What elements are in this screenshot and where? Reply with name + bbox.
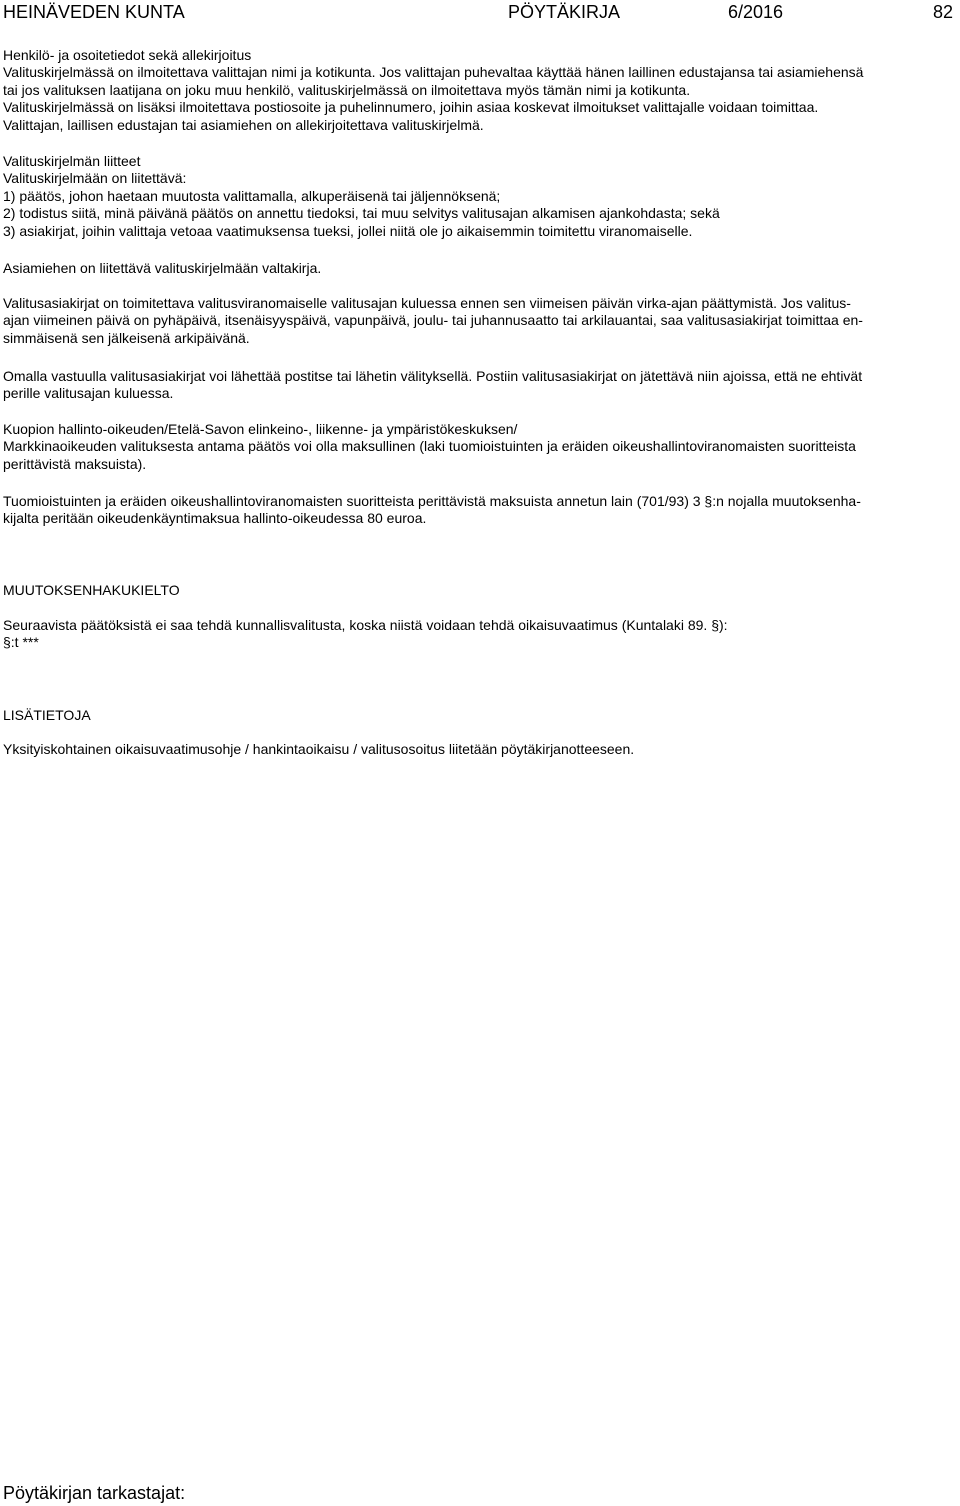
paragraph-personal-info bbox=[3, 47, 958, 134]
paragraph-court-fees bbox=[3, 421, 958, 473]
paragraph-line: Kuopion hallinto-oikeuden/Etelä-Savon elinkeino-, liikenne- ja ympäristökeskuksen/ bbox=[3, 421, 518, 437]
paragraph-power-of-attorney bbox=[3, 260, 958, 277]
paragraph-line: Valituskirjelmässä on ilmoitettava valittajan nimi ja kotikunta. Jos valittajan puhevaltaa käyttää hänen laillinen edustajansa tai asiamiehensä bbox=[3, 64, 864, 81]
paragraph-line: perille valitusajan kuluessa. bbox=[3, 385, 174, 402]
paragraph-line: Yksityiskohtainen oikaisuvaatimusohje / hankintaoikaisu / valitusosoitus liitetään pöytäkirjanotteeseen. bbox=[3, 741, 635, 757]
paragraph-line: Markkinaoikeuden valituksesta antama päätös voi olla maksullinen (laki tuomioistuinten ja eräiden oikeushallintoviranomaisten suoritteista bbox=[3, 438, 856, 455]
paragraph-line: tai jos valituksen laatijana on joku muu henkilö, valituskirjelmässä on ilmoitettava myös tämän nimi ja kotikunta. bbox=[3, 81, 691, 98]
paragraph-line: Seuraavista päätöksistä ei saa tehdä kunnallisvalitusta, koska niistä voidaan tehdä oikaisuvaatimus (Kuntalaki 89. §): bbox=[3, 617, 728, 633]
paragraph-delivery-deadline bbox=[3, 295, 958, 347]
paragraph-line: 2) todistus siitä, minä päivänä päätös on annettu tiedoksi, tai muu selvitys valitusajan alkamisen ajankohdasta; sekä bbox=[3, 205, 720, 222]
paragraph-fee-legal-basis bbox=[3, 493, 958, 528]
paragraph-line: Valitusasiakirjat on toimitettava valitusviranomaiselle valitusajan kuluessa ennen sen viimeisen päivän virka-ajan päättymistä. Jos valitus- bbox=[3, 295, 851, 311]
paragraph-line: Henkilö- ja osoitetiedot sekä allekirjoitus bbox=[3, 47, 252, 63]
paragraph-line: 1) päätös, johon haetaan muutosta valittamalla, alkuperäisenä tai jäljennöksenä; bbox=[3, 187, 501, 204]
issue-number: 6/2016 bbox=[728, 2, 784, 22]
paragraph-line: Tuomioistuinten ja eräiden oikeushallintoviranomaisten suoritteista perittävistä maksuista annetun lain (701/93) 3 §:n nojalla muutoksenha- bbox=[3, 493, 861, 509]
section-heading-no-appeal: MUUTOKSENHAKUKIELTO bbox=[3, 582, 180, 598]
inspectors-label: Pöytäkirjan tarkastajat: bbox=[3, 1483, 186, 1503]
paragraph-line: ajan viimeinen päivä on pyhäpäivä, itsenäisyyspäivä, vapunpäivä, joulu- tai juhannusaatto tai arkilauantai, saa valitusasiakirjat toimittaa en- bbox=[3, 312, 863, 329]
paragraph-line: Valituskirjelmän liitteet bbox=[3, 153, 141, 169]
page-number: 82 bbox=[933, 2, 954, 22]
page-header bbox=[0, 0, 960, 24]
paragraph-line: simmäisenä sen jälkeisenä arkipäivänä. bbox=[3, 329, 250, 346]
paragraph-line: Omalla vastuulla valitusasiakirjat voi lähettää postitse tai lähetin välityksellä. Postiin valitusasiakirjat on jätettävä niin ajoissa, että ne ehtivät bbox=[3, 368, 863, 384]
paragraph-line: Asiamiehen on liitettävä valituskirjelmään valtakirja. bbox=[3, 260, 322, 276]
paragraph-line: Valittajan, laillisen edustajan tai asiamiehen on allekirjoitettava valituskirjelmä. bbox=[3, 116, 484, 133]
paragraph-attachments bbox=[3, 153, 958, 240]
section-heading-additional-info: LISÄTIETOJA bbox=[3, 707, 91, 723]
paragraph-line: perittävistä maksuista). bbox=[3, 455, 147, 472]
paragraph-line: §:t *** bbox=[3, 634, 39, 651]
paragraph-line: Valituskirjelmässä on lisäksi ilmoitettava postiosoite ja puhelinnumero, joihin asiaa koskevat ilmoitukset valittajalle voidaan toimittaa. bbox=[3, 99, 819, 116]
document-type: PÖYTÄKIRJA bbox=[508, 2, 621, 22]
paragraph-line: kijalta peritään oikeudenkäyntimaksua hallinto-oikeudessa 80 euroa. bbox=[3, 510, 427, 527]
municipality-name: HEINÄVEDEN KUNTA bbox=[3, 2, 185, 22]
paragraph-postal-delivery bbox=[3, 368, 958, 403]
paragraph-line: Valituskirjelmään on liitettävä: bbox=[3, 170, 187, 187]
paragraph-line: 3) asiakirjat, joihin valittaja vetoaa vaatimuksensa tueksi, jollei niitä ole jo aikaisemmin toimitettu viranomaiselle. bbox=[3, 222, 693, 239]
section-body-additional-info bbox=[3, 741, 958, 758]
section-body-no-appeal bbox=[3, 617, 958, 652]
